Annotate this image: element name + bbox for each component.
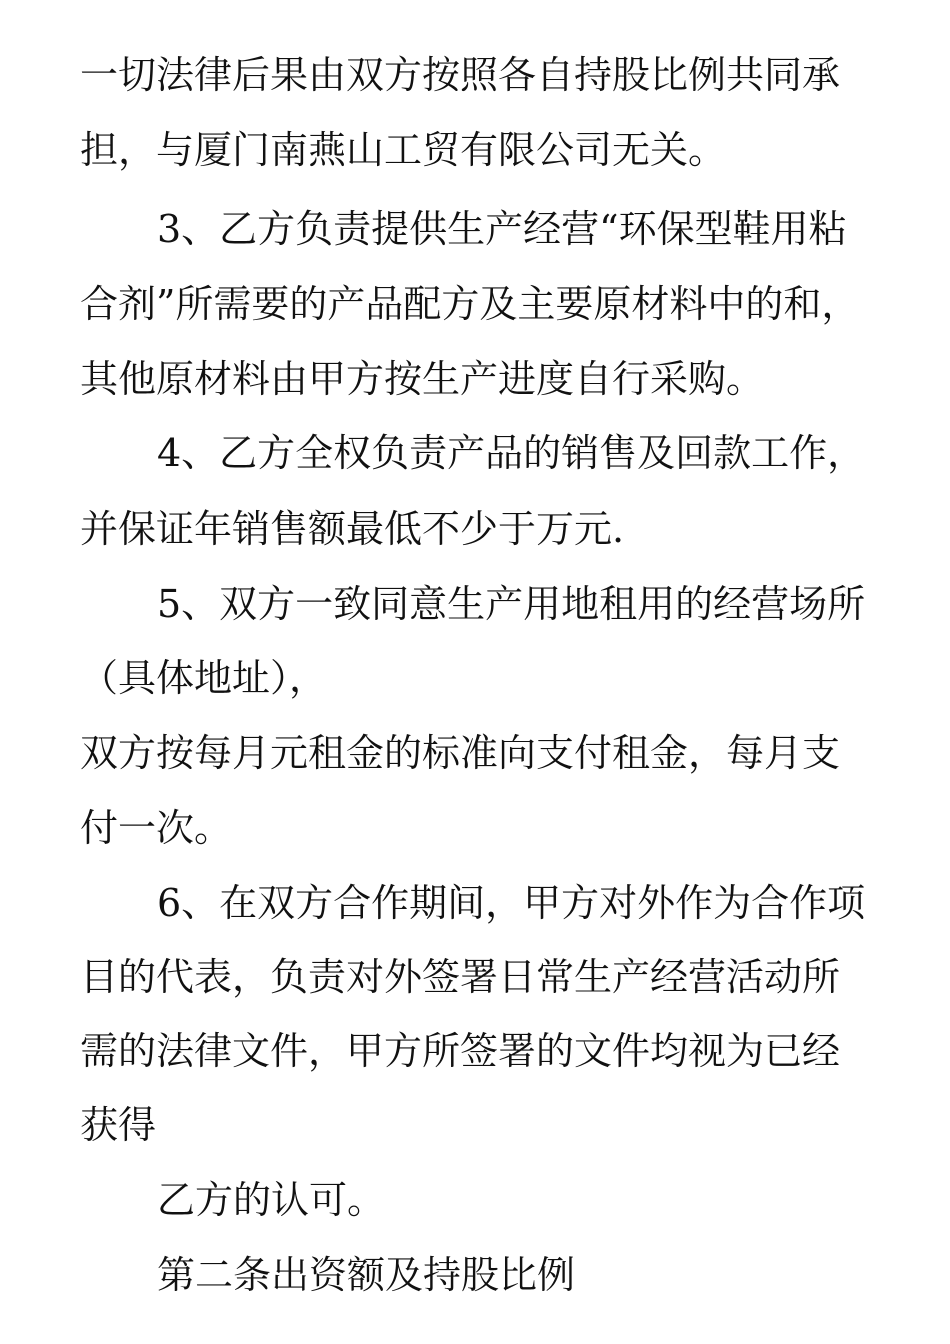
text-line: 并保证年销售额最低不少于万元. (80, 507, 625, 551)
text-line: 目的代表，负责对外签署日常生产经营活动所 (80, 955, 841, 999)
text-line: 需的法律文件，甲方所签署的文件均视为已经 (80, 1029, 841, 1073)
section-heading: 第二条出资额及持股比例 (157, 1253, 576, 1297)
text-line: 6、在双方合作期间，甲方对外作为合作项 (157, 881, 866, 925)
text-line: 其他原材料由甲方按生产进度自行采购。 (80, 357, 765, 401)
text-line: 5、双方一致同意生产用地租用的经营场所 (157, 582, 866, 626)
text-line: 3、乙方负责提供生产经营“环保型鞋用粘 (157, 207, 847, 251)
text-line: 一切法律后果由双方按照各自持股比例共同承 (80, 53, 841, 97)
text-line: （具体地址）， (80, 656, 328, 700)
text-line: 双方按每月元租金的标准向支付租金，每月支 (80, 731, 841, 775)
text-line: 获得 (80, 1103, 157, 1147)
text-line: 合剂”所需要的产品配方及主要原材料中的和， (80, 282, 860, 326)
text-line: 付一次。 (80, 806, 233, 850)
text-line: 乙方的认可。 (157, 1178, 386, 1222)
text-line: 担，与厦门南燕山工贸有限公司无关。 (80, 128, 727, 172)
text-line: 4、乙方全权负责产品的销售及回款工作， (157, 431, 866, 475)
